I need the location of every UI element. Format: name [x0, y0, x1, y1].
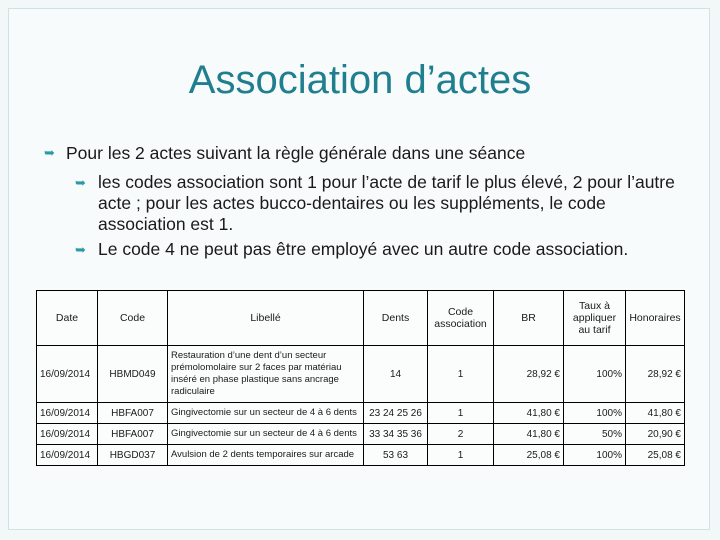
cell-association: 1	[428, 403, 494, 424]
cell-libelle: Restauration d’une dent d’un secteur prémolomolaire sur 2 faces par matériau inséré en phase plastique sans ancrage radiculaire	[168, 346, 364, 403]
bullet-sub-1-text: les codes association sont 1 pour l’acte de tarif le plus élevé, 2 pour l’autre acte ; pour les actes bucco-dentaires ou les suppléments, le code association est 1.	[98, 172, 675, 234]
cell-date: 16/09/2014	[37, 445, 98, 466]
table-row	[37, 403, 685, 424]
cell-dents: 33 34 35 36	[364, 424, 428, 445]
cell-dents: 14	[364, 346, 428, 403]
header-libelle: Libellé	[168, 291, 364, 346]
bullet-list	[44, 142, 694, 260]
cell-taux: 100%	[564, 445, 626, 466]
cell-libelle: Gingivectomie sur un secteur de 4 à 6 dents	[168, 403, 364, 424]
cell-br: 28,92 €	[494, 346, 564, 403]
header-dents: Dents	[364, 291, 428, 346]
bullet-sub-2	[44, 239, 694, 260]
acts-table	[36, 290, 685, 466]
header-date: Date	[37, 291, 98, 346]
arrow-bullet-icon: ➥	[44, 145, 55, 160]
cell-taux: 100%	[564, 403, 626, 424]
slide-title: Association d’actes	[188, 58, 532, 102]
cell-taux: 100%	[564, 346, 626, 403]
table-header-row	[37, 291, 685, 346]
cell-association: 2	[428, 424, 494, 445]
header-honoraires: Honoraires	[626, 291, 685, 346]
cell-code: HBMD049	[98, 346, 168, 403]
cell-code: HBFA007	[98, 403, 168, 424]
bullet-main	[44, 142, 694, 164]
header-taux: Taux à appliquer au tarif	[564, 291, 626, 346]
cell-code: HBFA007	[98, 424, 168, 445]
bullet-sub-1	[44, 172, 694, 235]
cell-dents: 23 24 25 26	[364, 403, 428, 424]
bullet-main-text: Pour les 2 actes suivant la règle générale dans une séance	[66, 143, 526, 163]
cell-association: 1	[428, 346, 494, 403]
cell-honoraires: 25,08 €	[626, 445, 685, 466]
cell-br: 41,80 €	[494, 403, 564, 424]
header-code-association: Code association	[428, 291, 494, 346]
cell-dents: 53 63	[364, 445, 428, 466]
cell-date: 16/09/2014	[37, 424, 98, 445]
cell-date: 16/09/2014	[37, 403, 98, 424]
cell-br: 25,08 €	[494, 445, 564, 466]
cell-date: 16/09/2014	[37, 346, 98, 403]
cell-br: 41,80 €	[494, 424, 564, 445]
table-row	[37, 424, 685, 445]
header-code: Code	[98, 291, 168, 346]
cell-association: 1	[428, 445, 494, 466]
cell-libelle: Gingivectomie sur un secteur de 4 à 6 dents	[168, 424, 364, 445]
table-row	[37, 346, 685, 403]
cell-taux: 50%	[564, 424, 626, 445]
bullet-sub-2-text: Le code 4 ne peut pas être employé avec un autre code association.	[98, 239, 629, 259]
cell-honoraires: 20,90 €	[626, 424, 685, 445]
table-row	[37, 445, 685, 466]
header-br: BR	[494, 291, 564, 346]
arrow-bullet-icon: ➥	[75, 242, 86, 257]
cell-honoraires: 41,80 €	[626, 403, 685, 424]
arrow-bullet-icon: ➥	[75, 175, 86, 190]
cell-libelle: Avulsion de 2 dents temporaires sur arcade	[168, 445, 364, 466]
cell-code: HBGD037	[98, 445, 168, 466]
cell-honoraires: 28,92 €	[626, 346, 685, 403]
